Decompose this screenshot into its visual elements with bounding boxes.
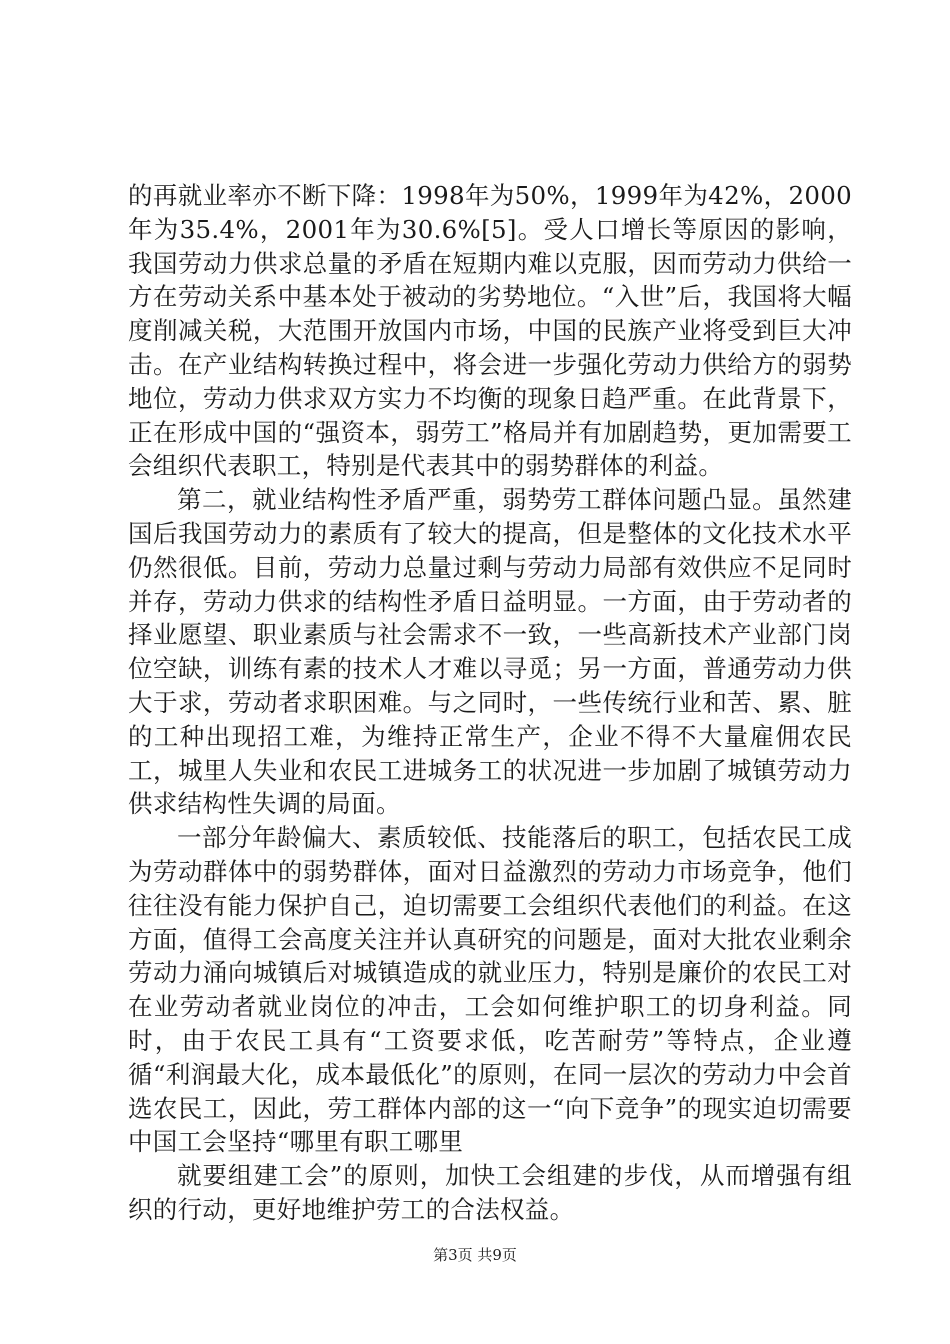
- paragraph-1: 的再就业率亦不断下降：1998年为50%，1999年为42%，2000年为35.4%，2001年为30.6%[5]。受人口增长等原因的影响，我国劳动力供求总量的矛盾在短期内难以克服，因而劳动力供给一方在劳动关系中基本处于被动的劣势地位。“入世”后，我国将大幅度削减关税，大范围开放国内市场，中国的民族产业将受到巨大冲击。在产业结构转换过程中，将会进一步强化劳动力供给方的弱势地位，劳动力供求双方实力不均衡的现象日趋严重。在此背景下，正在形成中国的“强资本，弱劳工”格局并有加剧趋势，更加需要工会组织代表职工，特别是代表其中的弱势群体的利益。: [128, 181, 852, 481]
- paragraph-4: 就要组建工会”的原则，加快工会组建的步伐，从而增强有组织的行动，更好地维护劳工的合法权益。: [128, 1161, 852, 1224]
- body-text: [128, 179, 852, 1227]
- paragraph-3: 一部分年龄偏大、素质较低、技能落后的职工，包括农民工成为劳动群体中的弱势群体，面对日益激烈的劳动力市场竞争，他们往往没有能力保护自己，迫切需要工会组织代表他们的利益。在这方面，值得工会高度关注并认真研究的问题是，面对大批农业剩余劳动力涌向城镇后对城镇造成的就业压力，特别是廉价的农民工对在业劳动者就业岗位的冲击，工会如何维护职工的切身利益。同时，由于农民工具有“工资要求低，吃苦耐劳”等特点，企业遵循“利润最大化，成本最低化”的原则，在同一层次的劳动力中会首选农民工，因此，劳工群体内部的这一“向下竞争”的现实迫切需要中国工会坚持“哪里有职工哪里: [128, 823, 852, 1157]
- paragraph-2: 第二，就业结构性矛盾严重，弱势劳工群体问题凸显。虽然建国后我国劳动力的素质有了较大的提高，但是整体的文化技术水平仍然很低。目前，劳动力总量过剩与劳动力局部有效供应不足同时并存，劳动力供求的结构性矛盾日益明显。一方面，由于劳动者的择业愿望、职业素质与社会需求不一致，一些高新技术产业部门岗位空缺，训练有素的技术人才难以寻觅；另一方面，普通劳动力供大于求，劳动者求职困难。与之同时，一些传统行业和苦、累、脏的工种出现招工难，为维持正常生产，企业不得不大量雇佣农民工，城里人失业和农民工进城务工的状况进一步加剧了城镇劳动力供求结构性失调的局面。: [128, 485, 852, 819]
- page-footer: 第3页 共9页: [433, 1246, 517, 1264]
